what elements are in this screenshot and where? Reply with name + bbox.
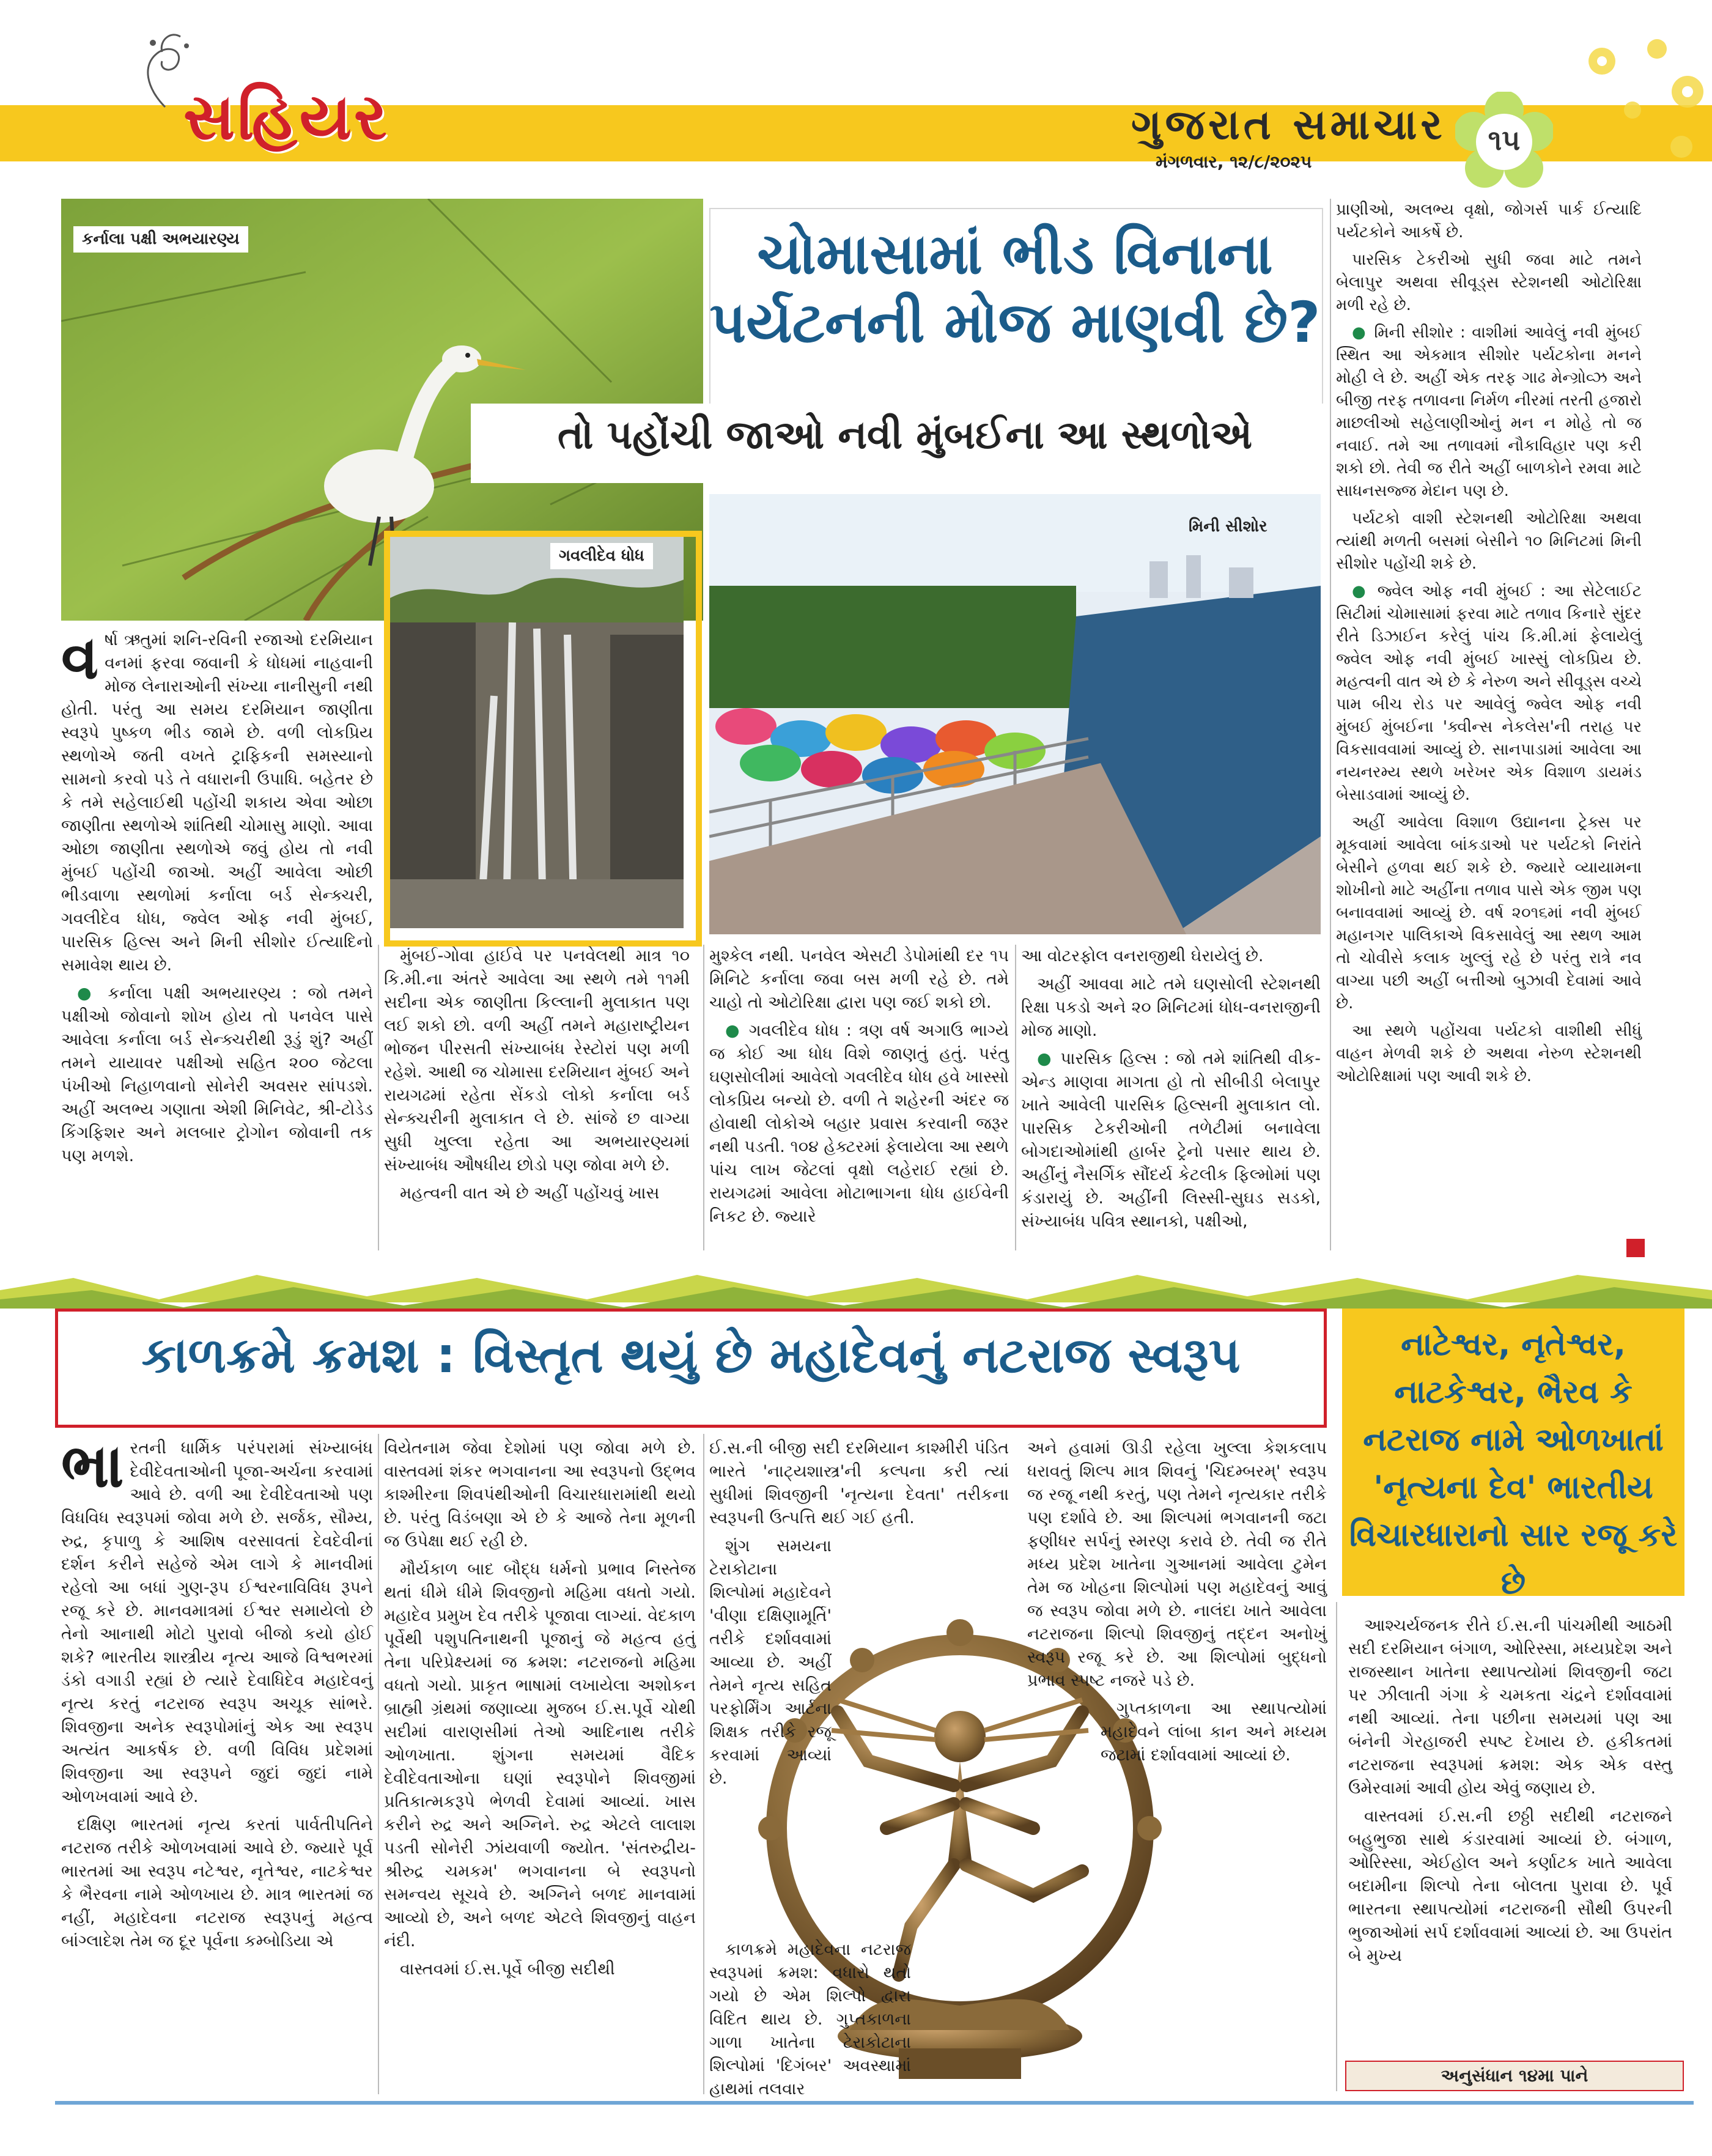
column-divider: [1015, 945, 1016, 1250]
paragraph: વિયેતનામ જેવા દેશોમાં પણ જોવા મળે છે. વાસ્તવમાં શંકર ભગવાનના આ સ્વરૂપનો ઉદ્ભવ કાશ્મીરના શિવપંથીઓની વિચારધારામાંથી થયો છે. પરંતુ વિડંબણા એ છે કે આજે તેના મૂળની જ ઉપેક્ષા થઈ રહી છે.: [384, 1439, 696, 1551]
column-divider: [703, 1434, 704, 2094]
decorative-flowers-icon: [1565, 24, 1712, 171]
story2-column-3: [709, 1437, 1009, 1795]
newspaper-name: ગુજરાત સમાચાર: [1131, 101, 1446, 149]
story2-sidebar-quote: નાટેશ્વર, નૃતેશ્વર, નાટકેશ્વર, ભૈરવ કે નટરાજ નામે ઓળખાતાં 'નૃત્યના દેવ' ભારતીય વિચારધારાનો સાર રજૂ કરે છે: [1349, 1326, 1678, 1601]
paragraph: મહત્વની વાત એ છે અહીં પહોંચવું ખાસ: [400, 1184, 660, 1203]
issue-date: મંગળવાર, ૧૨/૮/૨૦૨૫: [1156, 152, 1312, 172]
story1-headline: ચોમાસામાં ભીડ વિનાના પર્યટનની મોજ માણવી છે?: [709, 221, 1321, 355]
photo-label-karnala: કર્નાલા પક્ષી અભયારણ્ય: [73, 226, 248, 253]
story1-column-4: [1021, 945, 1321, 1238]
paragraph: અને હવામાં ઊડી રહેલા ખુલ્લા કેશકલાપ ધરાવતું શિલ્પ માત્ર શિવનું 'ચિદમ્બરમ્' સ્વરૂપ જ રજૂ નથી કરતું, પણ તેમને નૃત્યકાર તરીકે પણ દર્શાવે છે. આ શિલ્પમાં ભગવાનની જટા ફણીધર સર્પનું સ્મરણ કરાવે છે. તેવી જ રીતે મધ્ય પ્રદેશ ખાતેના ગુઆનમાં આવેલા ટુમેન તેમ જ ખોહના શિલ્પોમાં પણ મહાદેવનું આવું જ સ્વરૂપ જોવા મળે છે. નાલંદા ખાતે આવેલા નટરાજના શિલ્પો શિવજીનું તદ્દન અનોખું સ્વરૂપ રજૂ કરે છે. આ શિલ્પોમાં બુદ્ધનો પ્રભાવ સ્પષ્ટ નજરે પડે છે.: [1027, 1439, 1327, 1690]
drop-cap: વ: [61, 623, 99, 693]
story1-subheadline: તો પહોંચી જાઓ નવી મુંબઈના આ સ્થળોએ: [558, 413, 1252, 458]
drop-cap: ભા: [61, 1431, 124, 1501]
paragraph-jewel: ● જ્વેલ ઓફ નવી મુંબઈ : આ સેટેલાઈટ સિટીમાં ચોમાસામાં ફરવા માટે તળાવ કિનારે સુંદર રીતે ડિઝાઈન કરેલું પાંચ કિ.મી.માં ફેલાયેલું જ્વેલ ઓફ નવી મુંબઈ ખાસ્સું લોકપ્રિય છે. મહત્વની વાત એ છે કે નેરુળ અને સીવૂડ્સ વચ્ચે પામ બીચ રોડ પર આવેલું જ્વેલ ઓફ નવી મુંબઈ મુંબઈના 'ક્વીન્સ નેકલેસ'ની તરાહ પર વિકસાવવામાં આવ્યું છે. સાનપાડામાં આવેલા આ નયનરમ્ય સ્થળે ખરેખર એક વિશાળ ડાયમંડ બેસાડવામાં આવ્યું છે.: [1336, 582, 1642, 804]
paragraph: મુશ્કેલ નથી. પનવેલ એસટી ડેપોમાંથી દર ૧૫ મિનિટે કર્નાલા જવા બસ મળી રહે છે. તમે ચાહો તો ઓટોરિક્ષા દ્વારા પણ જઈ શકો છો.: [709, 947, 1009, 1012]
paragraph: ભારતની ધાર્મિક પરંપરામાં સંખ્યાબંધ દેવીદેવતાઓની પૂજા-અર્ચના કરવામાં આવે છે. વળી આ દેવીદેવતાઓ પણ વિધવિધ સ્વરૂપમાં જોવા મળે છે. સર્જક, સૌમ્ય, રુદ્ર, કૃપાળુ કે આશિષ વરસાવતાં દેવદેવીનાં દર્શન કરીને સહેજે એમ લાગે કે માનવીમાં રહેલો આ બધાં ગુણ-રૂપ ઈશ્વરનાવિવિધ રૂપને રજૂ કરે છે. માનવમાત્રમાં ઈશ્વર સમાયેલો છે તેનો આનાથી મોટો પુરાવો બીજો કયો હોઈ શકે? ભારતીય શાસ્ત્રીય નૃત્ય આજે વિશ્વભરમાં ડંકો વગાડી રહ્યાં છે ત્યારે દેવાધિદેવ મહાદેવનું નૃત્ય કરતું નટરાજ સ્વરૂપ અચૂક સાંભરે. શિવજીના અનેક સ્વરૂપોમાંનું એક આ સ્વરૂપ અત્યંત આકર્ષક છે. વળી વિવિધ પ્રદેશમાં શિવજીના આ સ્વરૂપને જુદાં જુદાં નામે ઓળખવામાં આવે છે.: [61, 1431, 373, 1806]
story1-column-1: [61, 623, 373, 1173]
paragraph: વાસ્તવમાં ઈ.સ.ની છઠ્ઠી સદીથી નટરાજને બહુભુજા સાથે કંડારવામાં આવ્યાં છે. બંગાળ, ઓરિસ્સા, એઈહોલ અને કર્ણાટક ખાતે આવેલા બદામીના શિલ્પો તેના બોલતા પુરાવા છે. પૂર્વ ભારતના સ્થાપત્યોમાં નટરાજની સૌથી ઉપરની ભુજાઓમાં સર્પ દર્શાવવામાં આવ્યાં છે. આ ઉપરાંત બે મુખ્ય: [1348, 1807, 1672, 1965]
story1-column-5: [1336, 199, 1642, 1093]
paragraph: ઈ.સ.ની બીજી સદી દરમિયાન કાશ્મીરી પંડિત ભારતે 'નાટ્યશાસ્ત્ર'ની કલ્પના કરી ત્યાં સુધીમાં શિવજીની 'નૃત્યના દેવતા' તરીકના સ્વરૂપની ઉત્પત્તિ થઈ ગઈ હતી.: [709, 1439, 1009, 1527]
story2-column-5: [1348, 1614, 1672, 1973]
paragraph: ગુપ્તકાળના આ સ્થાપત્યોમાં મહાદેવને લાંબા કાન અને મધ્યમ જટામાં દર્શાવવામાં આવ્યાં છે.: [1101, 1699, 1327, 1765]
column-divider: [378, 945, 379, 1250]
photo-label-mini-seashore: મિની સીશોર: [1189, 517, 1267, 536]
paragraph-karnala: ● કર્નાલા પક્ષી અભયારણ્ય : જો તમને પક્ષીઓ જોવાનો શોખ હોય તો પનવેલ પાસે આવેલા કર્નાલા બર્ડ સેન્ક્ચરીથી રૂડું શું? અહીં તમને યાયાવર પક્ષીઓ સહિત ૨૦૦ જેટલા પંખીઓ નિહાળવાનો સોનેરી અવસર સાંપડશે. અહીં અલભ્ય ગણાતા એશી મિનિવેટ, શ્રી-ટોડેડ કિંગફિશર અને મલબાર ટ્રોગોન જોવાની તક પણ મળશે.: [61, 984, 373, 1165]
paragraph: પર્યટકો વાશી સ્ટેશનથી ઓટોરિક્ષા અથવા ત્યાંથી મળતી બસમાં બેસીને ૧૦ મિનિટમાં મિની સીશોર પહોંચી શકે છે.: [1336, 509, 1642, 573]
paragraph: કાળક્રમે મહાદેવના નટરાજ સ્વરૂપમાં ક્રમશ: વધારો થતો ગયો છે એમ શિલ્પો દ્વારા વિદિત થાય છે. ગુપ્તકાળના ગાળા ખાતેના ટેરાકોટાના શિલ્પોમાં 'દિગંબર' અવસ્થામાં હાથમાં તલવાર: [709, 1940, 911, 2099]
continued-on-page-link[interactable]: અનુસંધાન ૧૪મા પાને: [1345, 2061, 1684, 2091]
paragraph: આ વોટરફોલ વનરાજીથી ઘેરાયેલું છે.: [1021, 947, 1264, 965]
story1-column-2: [384, 945, 690, 1210]
paragraph: અહીં આવવા માટે તમે ઘણસોલી સ્ટેશનથી રિક્ષા પકડો અને ૨૦ મિનિટમાં ધોધ-વનરાજીની મોજ માણો.: [1021, 975, 1321, 1040]
bottom-rule: [55, 2101, 1694, 2105]
paragraph: વાસ્તવમાં ઈ.સ.પૂર્વે બીજી સદીથી: [400, 1960, 615, 1979]
gavlidev-waterfall-photo: [384, 531, 702, 947]
paragraph: આશ્ચર્યજનક રીતે ઈ.સ.ની પાંચમીથી આઠમી સદી દરમિયાન બંગાળ, ઓરિસ્સા, મધ્યપ્રદેશ અને રાજસ્થાન ખાતેના સ્થાપત્યોમાં શિવજીની જટા પર ઝીલાતી ગંગા કે ચમકતા ચંદ્રને દર્શાવવામાં નથી આવ્યાં. તેના પછીના સમયમાં પણ આ બંનેની ગેરહાજરી સ્પષ્ટ દેખાય છે. હકીકતમાં નટરાજના સ્વરૂપમાં ક્રમશ: એક એક વસ્તુ ઉમેરવામાં આવી હોય એવું જણાય છે.: [1348, 1616, 1672, 1798]
paragraph-mini-seashore: ● મિની સીશોર : વાશીમાં આવેલું નવી મુંબઈ સ્થિત આ એકમાત્ર સીશોર પર્યટકોના મનને મોહી લે છે. અહીં એક તરફ ગાઢ મેન્ગ્રોવ્ઝ અને બીજી તરફ તળાવના નિર્મળ નીરમાં તરતી હજારો માછલીઓ સહેલાણીઓનું મન ન મોહે તો જ નવાઈ. તમે આ તળાવમાં નૌકાવિહાર પણ કરી શકો છો. તેવી જ રીતે અહીં બાળકોને રમવા માટે સાધનસજ્જ મેદાન પણ છે.: [1336, 323, 1642, 500]
paragraph: શુંગ સમયના ટેરાકોટાના શિલ્પોમાં મહાદેવને 'વીણા દક્ષિણામૂર્તિ' તરીકે દર્શાવવામાં આવ્યા છે. અહીં તેમને નૃત્ય સહિત પરફોર્મિંગ આર્ટના શિક્ષક તરીકે રજૂ કરવામાં આવ્યાં છે.: [709, 1537, 832, 1788]
column-divider: [1336, 1602, 1337, 2091]
story1-column-3: [709, 945, 1009, 1233]
paragraph-parsik: ● પારસિક હિલ્સ : જો તમે શાંતિથી વીક-એન્ડ માણવા માગતા હો તો સીબીડી બેલાપુર ખાતે આવેલી પારસિક હિલ્સની મુલાકાત લો. પારસિક ટેકરીઓની તળેટીમાં બનાવેલા બોગદાઓમાંથી હાર્બર ટ્રેનો પસાર થાય છે. અહીંનું નૈસર્ગિક સૌંદર્ય કેટલીક ફિલ્મોમાં પણ કંડારાયું છે. અહીંની લિસ્સી-સુઘડ સડકો, સંખ્યાબંધ પવિત્ર સ્થાનકો, પક્ષીઓ,: [1021, 1049, 1321, 1231]
story2-column-1: [61, 1431, 373, 1958]
brand-logo: સહિયર: [183, 79, 389, 154]
paragraph-gavlidev: ● ગવલીદેવ ધોધ : ત્રણ વર્ષ અગાઉ ભાગ્યે જ કોઈ આ ધોધ વિશે જાણતું હતું. પરંતુ ઘણસોલીમાં આવેલો ગવલીદેવ ધોધ હવે ખાસ્સો લોકપ્રિય બન્યો છે. વળી તે શહેરની અંદર જ હોવાથી લોકોએ બહાર પ્રવાસ કરવાની જરૂર નથી પડતી. ૧૦૪ હેક્ટરમાં ફેલાયેલા આ સ્થળે પાંચ લાખ જેટલાં વૃક્ષો લહેરાઈ રહ્યાં છે. રાયગઢમાં આવેલા મોટાભાગના ધોધ હાઈવેની નિકટ છે. જ્યારે: [709, 1021, 1009, 1226]
story2-column-4: [1027, 1437, 1327, 1772]
page-number: ૧૫: [1488, 124, 1521, 157]
paragraph: દક્ષિણ ભારતમાં નૃત્ય કરતાં પાર્વતીપતિને નટરાજ તરીકે ઓળખવામાં આવે છે. જ્યારે પૂર્વ ભારતમાં આ સ્વરૂપ નટેશ્વર, નૃતેશ્વર, નાટકેશ્વર કે ભૈરવના નામે ઓળખાય છે. માત્ર ભારતમાં જ નહીં, મહાદેવના નટરાજ સ્વરૂપનું મહત્વ બાંગ્લાદેશ તેમ જ દૂર પૂર્વના કમ્બોડિયા એ: [61, 1815, 373, 1951]
paragraph: અહીં આવેલા વિશાળ ઉદ્યાનના ટ્રેક્સ પર મૂકવામાં આવેલા બાંકડાઓ પર પર્યટકો નિરાંતે બેસીને હળવા થઈ શકે છે. જ્યારે વ્યાયામના શોખીનો માટે અહીંના તળાવ પાસે એક જીમ પણ બનાવવામાં આવ્યું છે. વર્ષ ૨૦૧૬માં નવી મુંબઈ મહાનગર પાલિકાએ વિકસાવેલું આ સ્થળ આમ તો ચોવીસે કલાક ખુલ્લું રહે છે પરંતુ રાત્રે નવ વાગ્યા પછી અહીં બત્તીઓ બુઝાવી દેવામાં આવે છે.: [1336, 813, 1642, 1013]
story2-column-3-bottom: [709, 1938, 911, 2106]
paragraph: મૌર્યકાળ બાદ બૌદ્ધ ધર્મનો પ્રભાવ નિસ્તેજ થતાં ધીમે ધીમે શિવજીનો મહિમા વધતો ગયો. મહાદેવ પ્રમુખ દેવ તરીકે પૂજાવા લાગ્યાં. વેદકાળ પૂર્વેથી પશુપતિનાથની પૂજાનું જે મહત્વ હતું તેના પરિપ્રેક્ષ્યમાં જ ક્રમશ: નટરાજનો મહિમા વધતો ગયો. પ્રાકૃત ભાષામાં લખાયેલા અશોકન બ્રાહ્મી ગ્રંથમાં જણાવ્યા મુજબ ઈ.સ.પૂર્વે ચોથી સદીમાં વારાણસીમાં તેઓ આદિનાથ તરીકે ઓળખાતા. શુંગના સમયમાં વૈદિક દેવીદેવતાઓના ઘણાં સ્વરૂપોને શિવજીમાં પ્રતિકાત્મકરૂપે ભેળવી દેવામાં આવ્યાં. ખાસ કરીને રુદ્ર અને અગ્નિને. રુદ્ર એટલે લાલાશ પડતી સોનેરી ઝાંયવાળી જ્યોત. 'સંતરુદ્રીય-શ્રીરુદ્ર ચમકમ' ભગવાનના બે સ્વરૂપનો સમન્વય સૂચવે છે. અગ્નિને બળદ માનવામાં આવ્યો છે, અને બળદ એટલે શિવજીનું વાહન નંદી.: [384, 1560, 696, 1951]
column-divider: [703, 945, 704, 1250]
story-end-mark: [1626, 1239, 1645, 1257]
story2-headline: કાળક્રમે ક્રમશ : વિસ્તૃત થયું છે મહાદેવનું નટરાજ સ્વરૂપ: [141, 1327, 1241, 1384]
mini-seashore-photo: [709, 494, 1321, 934]
column-divider: [1330, 199, 1331, 1250]
photo-label-gavlidev: ગવલીદેવ ધોધ: [550, 543, 653, 569]
paragraph: મુંબઈ-ગોવા હાઈવે પર પનવેલથી માત્ર ૧૦ કિ.મી.ના અંતરે આવેલા આ સ્થળે તમે ૧૧મી સદીના એક જાણીતા કિલ્લાની મુલાકાત પણ લઈ શકો છો. વળી અહીં તમને મહારાષ્ટ્રીયન ભોજન પીરસતી સંખ્યાબંધ રેસ્ટોરાં પણ મળી રહેશે. આથી જ ચોમાસા દરમિયાન મુંબઈ અને રાયગઢમાં રહેતા સેંકડો લોકો કર્નાલા બર્ડ સેન્ક્ચરીની મુલાકાત લે છે. સાંજે છ વાગ્યા સુધી ખુલ્લા રહેતા આ અભયારણ્યમાં સંખ્યાબંધ ઔષધીય છોડો પણ જોવા મળે છે.: [384, 947, 690, 1175]
paragraph: પારસિક ટેકરીઓ સુધી જવા માટે તમને બેલાપુર અથવા સીવૂડ્સ સ્ટેશનથી ઓટોરિક્ષા મળી રહે છે.: [1336, 251, 1642, 314]
story2-column-2: [384, 1437, 696, 1986]
paragraph: પ્રાણીઓ, અલભ્ય વૃક્ષો, જોગર્સ પાર્ક ઈત્યાદિ પર્યટકોને આકર્ષે છે.: [1336, 201, 1642, 242]
paragraph: વર્ષા ઋતુમાં શનિ-રવિની રજાઓ દરમિયાન વનમાં ફરવા જવાની કે ધોધમાં નાહવાની મોજ લેનારાઓની સંખ્યા નાનીસુની નથી હોતી. પરંતુ આ સમય દરમિયાન જાણીતા સ્વરૂપે પુષ્કળ ભીડ જામે છે. વળી લોકપ્રિય સ્થળોએ જતી વખતે ટ્રાફિકની સમસ્યાનો સામનો કરવો પડે તે વધારાની ઉપાધિ. બહેતર છે કે તમે સહેલાઈથી પહોંચી શકાય એવા ઓછા જાણીતા સ્થળોએ શાંતિથી ચોમાસુ માણો. આવા ઓછા જાણીતા સ્થળોએ જવું હોય તો નવી મુંબઈ પહોંચી જાઓ. અહીં આવેલા ઓછી ભીડવાળા સ્થળોમાં કર્નાલા બર્ડ સેન્ક્ચરી, ગવલીદેવ ધોધ, જ્વેલ ઓફ નવી મુંબઈ, પારસિક હિલ્સ અને મિની સીશોર ઈત્યાદિનો સમાવેશ થાય છે.: [61, 623, 373, 975]
column-divider: [378, 1434, 379, 2094]
paragraph: આ સ્થળે પહોંચવા પર્યટકો વાશીથી સીધું વાહન મેળવી શકે છે અથવા નેરુળ સ્ટેશનથી ઓટોરિક્ષામાં પણ આવી શકે છે.: [1336, 1022, 1642, 1085]
